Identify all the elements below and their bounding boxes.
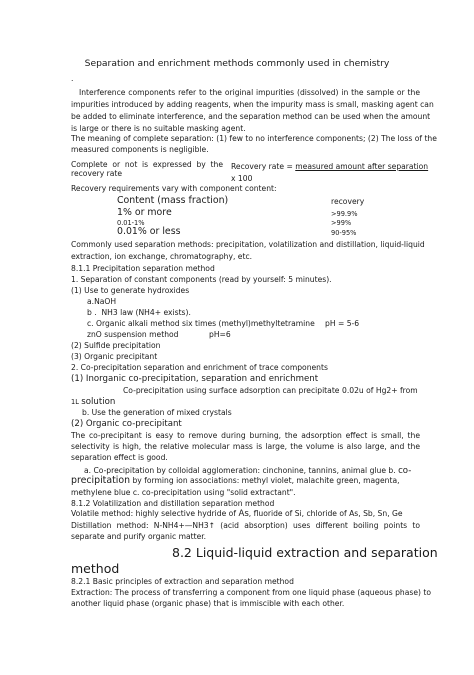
nh3-item — [87, 308, 191, 318]
surface-adsorption-text: Co-precipitation using surface adsorption can precipitate — [123, 386, 340, 395]
methods-line-1: Commonly used separation methods: precipitation, volatilization and distillation, liquid-liquid — [71, 240, 425, 249]
table-header-recovery: recovery — [331, 197, 365, 206]
section-8-1-2-heading: 8.1.2 Volatilization and distillation separation method — [71, 499, 275, 508]
section-8-2-heading-cont: method — [71, 561, 120, 576]
intro-line-3: be added to eliminate interference, and the separation method can be used when the amount — [71, 112, 431, 121]
colloidal-line-1-text: a. Co-precipitation by colloidal agglomeration: cinchonine, tannins, animal glue b. — [84, 466, 396, 475]
hg-amount-text: 0.02u of Hg2+ from — [342, 386, 418, 395]
table-row-content: 0.01-1% — [117, 219, 145, 227]
colloidal-line-2-text: by forming ion associations: methyl violet, malachite green, magenta, — [132, 476, 400, 485]
recovery-formula-prefix: Recovery rate = — [231, 162, 296, 171]
solution-word: solution — [81, 397, 116, 407]
colloidal-line-3: methylene blue c. co-precipitation using "solid extractant". — [71, 488, 296, 497]
colloidal-line-1-tail: co- — [398, 466, 412, 476]
complete-line-1: Complete or not is expressed by the — [71, 160, 223, 169]
extraction-line-1: Extraction: The process of transferring a component from one liquid phase (aqueous phase) to — [71, 588, 431, 597]
section-8-2-1-heading: 8.2.1 Basic principles of extraction and separation method — [71, 577, 294, 586]
recovery-requirements: Recovery requirements vary with component content: — [71, 184, 277, 193]
table-row-content: 1% or more — [117, 207, 172, 218]
section-8-2-heading: 8.2 Liquid-liquid extraction and separation — [172, 545, 438, 560]
table-row-content: 0.01% or less — [117, 226, 181, 237]
volatile-method-line — [71, 509, 403, 519]
recovery-formula-numerator: measured amount after separation — [295, 162, 429, 171]
intro-line-4: is large or there is no suitable masking agent. — [71, 124, 246, 133]
intro-line-1: Interference components refer to the original impurities (dissolved) in the sample or the — [79, 88, 420, 97]
organic-precipitant-heading: (3) Organic precipitant — [71, 352, 158, 361]
table-row-recovery: >99.9% — [331, 210, 358, 218]
coprecipitation-heading: 2. Co-precipitation separation and enrichment of trace components — [71, 363, 328, 372]
methods-line-2: extraction, ion exchange, chromatography, etc. — [71, 252, 253, 261]
distillation-line-1: Distillation method: N-NH4+—NH3↑ (acid absorption) uses different boiling points to — [71, 521, 420, 530]
zno-ph: pH=6 — [209, 330, 231, 339]
nh3-item-text: NH3 law (NH4+ exists). — [101, 308, 191, 317]
colloidal-precipitation-word: precipitation — [71, 475, 131, 486]
colloidal-line-2 — [71, 475, 400, 487]
sulfide-heading: (2) Sulfide precipitation — [71, 341, 161, 350]
organic-alkali-ph: pH = 5-6 — [325, 319, 360, 328]
complete-line-2: recovery rate — [71, 169, 123, 178]
zno-item: znO suspension method — [87, 330, 179, 339]
separation-constant-heading: 1. Separation of constant components (read by yourself: 5 minutes). — [71, 275, 332, 284]
solution-line — [71, 397, 115, 407]
section-8-1-1-heading: 8.1.1 Precipitation separation method — [71, 264, 215, 273]
recovery-formula-multiplier: x 100 — [231, 174, 253, 183]
coprecipitant-line-3: separation effect is good. — [71, 453, 168, 462]
bullet-mark: . — [71, 74, 74, 83]
extraction-line-2: another liquid phase (organic phase) that is immiscible with each other. — [71, 599, 345, 608]
meaning-line-1: The meaning of complete separation: (1) few to no interference components; (2) The loss of the — [71, 134, 437, 143]
nh3-item-label: b . — [87, 308, 97, 317]
solution-volume: 1L — [71, 398, 79, 406]
recovery-formula — [231, 162, 428, 172]
volatile-as-symbol: As — [238, 509, 249, 519]
table-row-recovery: 90-95% — [331, 229, 357, 237]
hydroxides-heading: (1) Use to generate hydroxides — [71, 286, 190, 295]
organic-alkali-item: c. Organic alkali method six times (methyl)methyltetramine — [87, 319, 315, 328]
intro-line-2: impurities introduced by adding reagents, when the impurity mass is small, masking agent can — [71, 100, 434, 109]
volatile-method-text: Volatile method: highly selective hydride of — [71, 509, 237, 518]
inorganic-coprecipitation-heading: (1) Inorganic co-precipitation, separation and enrichment — [71, 374, 319, 384]
page-title: Separation and enrichment methods commonly used in chemistry — [84, 58, 390, 69]
volatile-method-tail: , fluoride of Si, chloride of As, Sb, Sn, Ge — [248, 509, 403, 518]
meaning-line-2: measured components is negligible. — [71, 145, 209, 154]
coprecipitant-line-1: The co-precipitant is easy to remove during burning, the adsorption effect is small, the — [71, 431, 420, 440]
distillation-line-2: separate and purify organic matter. — [71, 532, 207, 541]
coprecipitant-line-2: selectivity is high, the relative molecular mass is large, the volume is also large, and the — [71, 442, 420, 451]
table-row-recovery: >99% — [331, 219, 352, 227]
naoh-item: a.NaOH — [87, 297, 117, 306]
table-header-content: Content (mass fraction) — [117, 195, 229, 206]
mixed-crystals-item: b. Use the generation of mixed crystals — [82, 408, 232, 417]
organic-coprecipitant-heading: (2) Organic co-precipitant — [71, 419, 182, 429]
